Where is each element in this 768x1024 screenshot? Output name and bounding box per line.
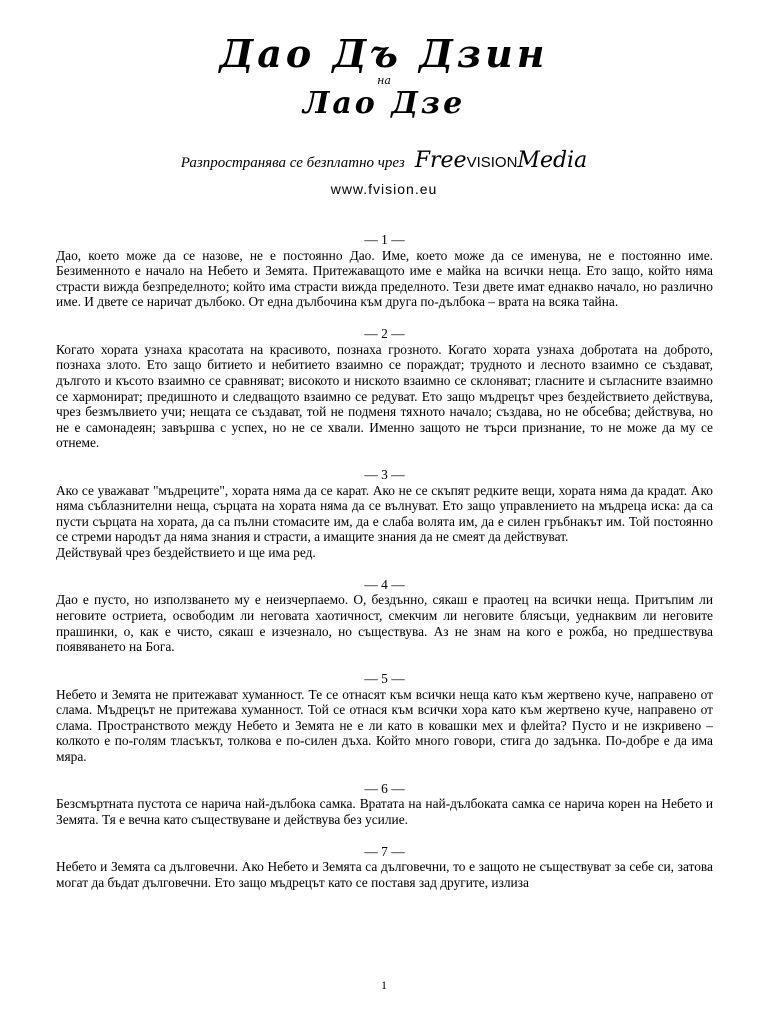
- chapter: [56, 232, 713, 310]
- chapter-number: — 1 —: [364, 232, 405, 247]
- book-title: Дао Дъ Дзин: [219, 31, 549, 76]
- freevision-media-logo: FreeVISIONMedia: [414, 148, 588, 173]
- text-body: [56, 232, 713, 907]
- chapter: [56, 467, 713, 561]
- chapter-number: — 2 —: [364, 326, 405, 342]
- page-number: 1: [381, 978, 387, 992]
- chapter-paragraph: Действувай чрез бездействието и ще има ред.: [56, 545, 316, 561]
- chapter-paragraph: Безсмъртната пустота се нарича най-дълбока самка. Вратата на най-дълбоката самка се нарича корен на Небето и Земята. Тя е вечна като съществуване и действува без усилие.: [56, 796, 713, 827]
- distribution-text: Разпространява се безплатно чрез: [180, 155, 405, 171]
- chapter-number: — 3 —: [364, 467, 405, 483]
- chapter: [56, 577, 713, 655]
- distribution-line: [0, 146, 768, 178]
- chapter-paragraph: Дао е пусто, но използването му е неизчерпаемо. О, бездънно, сякаш е праотец на всички неща. Притъпим ли неговите остриета, освободим ли неговата хаотичност, смекчим ли неговите блясъци, уеднаквим ли неговите прашинки, о, как е чисто, сякаш е изчезнало, но съществува. Аз не знам на кого е рожба, но предшествува появяването на Бога.: [56, 592, 713, 655]
- chapter: [56, 671, 713, 765]
- chapter-paragraph: Небето и Земята са дълговечни. Ако Небето и Земята са дълговечни, то е защото не съществуват за себе си, затова могат да бъдат дълговечни. Ето защо мъдрецът като се поставя зад другите, излиза: [56, 859, 713, 890]
- author-name: Лао Дзе: [302, 86, 466, 121]
- chapter-number: — 6 —: [364, 780, 405, 796]
- chapter: [56, 781, 713, 828]
- chapter-paragraph: Небето и Земята не притежават хуманност. Те се отнасят към всички неща като към жертвено куче, направено от слама. Мъдрецът не притежава хуманност. Той се отнася към всички хора като към жертвено куче, направено от слама. Пространството между Небето и Земята не е ли като в ковашки мех и флейта? Пусто и не изкривено – колкото е по-голям тласъкът, толкова е по-силен дъха. Който много говори, стига до задънка. По-добре е да има мяра.: [56, 686, 713, 764]
- website-url: www.fvision.eu: [330, 181, 438, 197]
- chapter: [56, 844, 713, 891]
- chapter-paragraph: Ако се уважават "мъдреците", хората няма да се карат. Ако не се скъпят редките вещи, хората няма да крадат. Ако няма съблазнителни неща, сърцата на хората няма да се вълнуват. Ето защо управлението на мъдреца иска: да са пусти сърцата на хората, да са пълни стомасите им, да е слаба волята им, да е силен гръбнакът им. Той постоянно се стреми народът да няма знания и страсти, а имащите знания да не смеят да действуват.: [56, 482, 713, 545]
- title-connector: на: [377, 74, 391, 87]
- chapter-paragraph: Когато хората узнаха красотата на красивото, познаха грозното. Когато хората узнаха добротата на доброто, познаха злото. Ето защо битието и небитието взаимно се пораждат; трудното и лесното взаимно се създават, дългото и късото взаимно се сравняват; високото и ниското взаимно се склоняват; гласните и съгласните взаимно се хармонират; предишното и следващото взаимно се редуват. Ето защо мъдрецът чрез бездействието действува, чрез безмълвието учи; нещата се създават, той не подменя тяхното начало; създава, но не обсебва; действува, но не е самонадеян; завършва с успех, но не се хвали. Именно защото не търси признание, то не може да му се отнеме.: [56, 341, 713, 451]
- chapter: [56, 326, 713, 451]
- chapter-number: — 7 —: [364, 843, 405, 859]
- chapter-number: — 5 —: [364, 671, 405, 686]
- chapter-number: — 4 —: [364, 576, 405, 592]
- chapter-paragraph: Дао, което може да се назове, не е постоянно Дао. Име, което може да се именува, не е постоянно име. Безименното е начало на Небето и Земята. Притежаващото име е майка на всички неща. Ето защо, който няма страсти вижда безпределното; който има страсти вижда пределното. Тези двете имат еднакво начало, но различно име. И двете се наричат дълбоко. От една дълбочина към друга по-дълбока – врата на всяка тайна.: [56, 247, 713, 310]
